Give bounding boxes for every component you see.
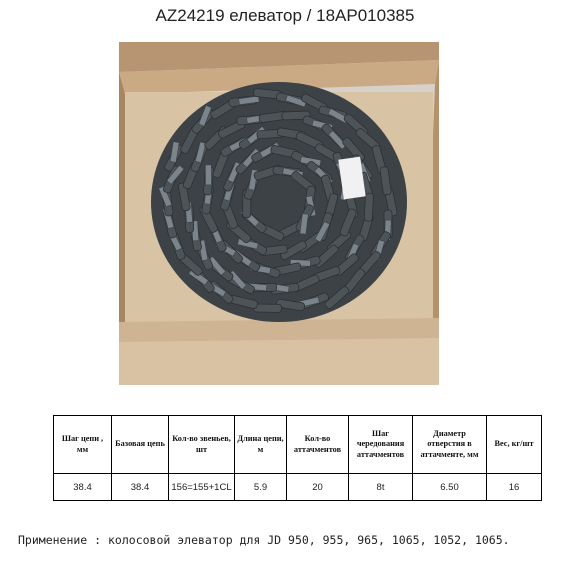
chain-link bbox=[364, 193, 374, 221]
chain-photo-svg bbox=[119, 42, 439, 385]
header-link-count: Кол-во звеньев, шт bbox=[169, 416, 235, 474]
cell-chain-pitch: 38.4 bbox=[54, 474, 112, 501]
header-attachment-spacing: Шаг чередования аттачментов bbox=[349, 416, 413, 474]
application-note: Применение : колосовой элеватор для JD 950, 955, 965, 1065, 1052, 1065. bbox=[18, 533, 510, 547]
cell-attachment-count: 20 bbox=[287, 474, 349, 501]
attachment-pin bbox=[205, 165, 211, 185]
cell-chain-length: 5.9 bbox=[235, 474, 287, 501]
header-hole-diameter: Диаметр отверстия в аттачменте, мм bbox=[413, 416, 487, 474]
cell-hole-diameter: 6.50 bbox=[413, 474, 487, 501]
header-attachment-count: Кол-во аттачментов bbox=[287, 416, 349, 474]
cell-weight: 16 bbox=[487, 474, 542, 501]
product-photo bbox=[119, 42, 439, 385]
table-row bbox=[54, 474, 542, 501]
cell-attachment-spacing: 8t bbox=[349, 474, 413, 501]
cell-base-chain: 38.4 bbox=[112, 474, 169, 501]
header-chain-pitch: Шаг цепи , мм bbox=[54, 416, 112, 474]
chain-link bbox=[253, 304, 281, 312]
specification-table bbox=[53, 415, 542, 501]
header-base-chain: Базовая цепь bbox=[112, 416, 169, 474]
page-title: AZ24219 елеватор / 18AP010385 bbox=[155, 6, 415, 25]
cell-link-count: 156=155+1CL bbox=[169, 474, 235, 501]
table-header-row bbox=[54, 416, 542, 474]
header-weight: Вес, кг/шт bbox=[487, 416, 542, 474]
box-front-edge bbox=[119, 338, 439, 385]
header-chain-length: Длина цепи, м bbox=[235, 416, 287, 474]
